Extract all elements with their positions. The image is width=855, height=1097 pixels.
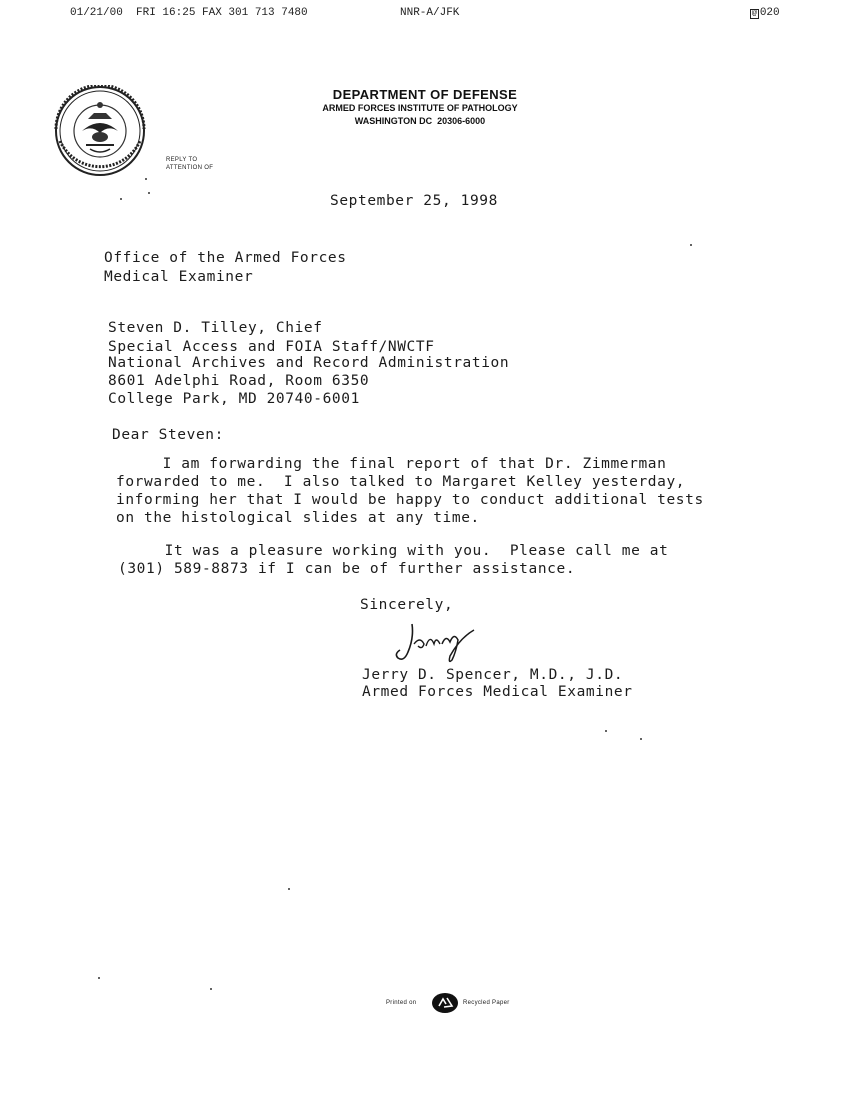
scan-speck	[148, 192, 150, 194]
recipient-line3: National Archives and Record Administration	[108, 355, 510, 371]
letter-date: September 25, 1998	[330, 193, 498, 209]
recipient-line4: 8601 Adelphi Road, Room 6350	[108, 373, 370, 389]
letterhead-institute: ARMED FORCES INSTITUTE OF PATHOLOGY	[322, 103, 518, 113]
signature-title: Armed Forces Medical Examiner	[362, 684, 633, 700]
recycle-icon	[430, 992, 460, 1014]
paragraph1-line1: I am forwarding the final report of that Dr. Zimmerman	[116, 456, 667, 472]
paragraph2-line1: It was a pleasure working with you. Please call me at	[118, 543, 669, 559]
fax-datetime: 01/21/00 FRI 16:25 FAX 301 713 7480	[70, 7, 308, 19]
recipient-line5: College Park, MD 20740-6001	[108, 391, 360, 407]
handwritten-signature-icon	[392, 618, 482, 668]
recipient-line2: Special Access and FOIA Staff/NWCTF	[108, 339, 435, 355]
reply-to-line1: REPLY TO	[166, 157, 198, 163]
fax-page: @ 020	[752, 7, 780, 19]
scan-speck	[145, 178, 147, 180]
office-line2: Medical Examiner	[104, 269, 254, 285]
scan-speck	[640, 738, 642, 740]
scan-speck	[690, 244, 692, 246]
paragraph1-line3: informing her that I would be happy to conduct additional tests	[116, 492, 704, 508]
signature-name: Jerry D. Spencer, M.D., J.D.	[362, 667, 624, 683]
dod-seal-icon	[42, 85, 158, 185]
scan-speck	[98, 977, 100, 979]
footer-recycled-paper: Recycled Paper	[463, 1000, 510, 1006]
salutation: Dear Steven:	[112, 427, 224, 443]
fax-page-box-icon: @	[752, 9, 757, 18]
paragraph2-line2: (301) 589-8873 if I can be of further assistance.	[118, 561, 576, 577]
reply-to-line2: ATTENTION OF	[166, 165, 214, 171]
scan-speck	[288, 888, 290, 890]
scan-speck	[210, 988, 212, 990]
letterhead-city: WASHINGTON DC 20306-6000	[354, 116, 486, 126]
office-line1: Office of the Armed Forces	[104, 250, 347, 266]
closing: Sincerely,	[360, 597, 454, 613]
recipient-line1: Steven D. Tilley, Chief	[108, 320, 323, 336]
scan-speck	[120, 198, 122, 200]
paragraph1-line4: on the histological slides at any time.	[116, 510, 480, 526]
footer-printed-on: Printed on	[386, 1000, 417, 1006]
paragraph1-line2: forwarded to me. I also talked to Margaret Kelley yesterday,	[116, 474, 686, 490]
fax-ref: NNR-A/JFK	[400, 7, 460, 19]
letterhead-department: DEPARTMENT OF DEFENSE	[332, 87, 518, 102]
scan-speck	[605, 730, 607, 732]
